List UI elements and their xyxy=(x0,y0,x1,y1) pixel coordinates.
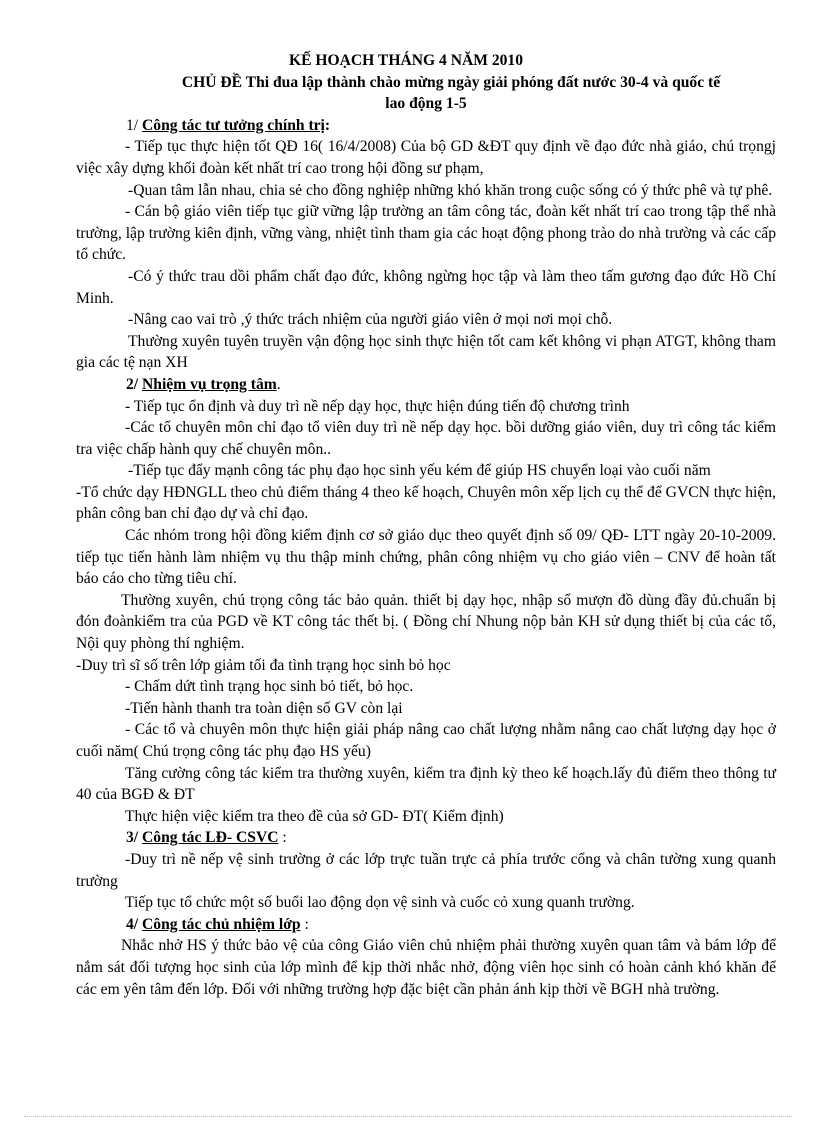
paragraph: Thường xuyên tuyên truyền vận động học sinh thực hiện tốt cam kết không vi phạn ATGT, không tham gia các tệ nạn XH xyxy=(76,332,776,372)
section-number: 2/ xyxy=(126,375,143,393)
paragraph: -Tiếp tục đẩy mạnh công tác phụ đạo học sinh yếu kém để giúp HS chuyển loại vào cuối năm xyxy=(128,462,711,480)
paragraph: -Có ý thức trau dồi phẩm chất đạo đức, không ngừng học tập và làm theo tấm gương đạo đức Hồ Chí Minh. xyxy=(76,267,776,307)
paragraph: Thực hiện việc kiểm tra theo đề của sở GD- ĐT( Kiểm định) xyxy=(125,807,504,825)
paragraph: -Tiến hành thanh tra toàn diện số GV còn lại xyxy=(125,699,403,717)
paragraph: -Các tổ chuyên môn chỉ đạo tổ viên duy trì nề nếp dạy học. bồi dưỡng giáo viên, duy trì công tác kiểm tra việc chấp hành quy chế chuyên môn.. xyxy=(76,419,776,458)
section-4-heading xyxy=(76,914,776,936)
section-title: Nhiệm vụ trọng tâm xyxy=(142,375,277,393)
section-number: 1/ xyxy=(126,116,143,134)
paragraph: Các nhóm trong hội đồng kiểm định cơ sở giáo dục theo quyết định số 09/ QĐ- LTT ngày 20-10-2009. tiếp tục tiến hành làm nhiệm vụ thu thập minh chứng, phân công nhiệm vụ cho giáo viên – CNV để hoàn tất báo cáo cho từng tiêu chí. xyxy=(76,527,776,588)
paragraph: - Cán bộ giáo viên tiếp tục giữ vững lập trường an tâm công tác, đoàn kết nhất trí cao trong tập thể nhà trường, lập trường kiên định, vững vàng, nhiệt tình tham gia các hoạt động phong trào do nhà trường và các cấp tổ chức. xyxy=(76,203,776,264)
paragraph: - Tiếp tục ổn định và duy trì nề nếp dạy học, thực hiện đúng tiến độ chương trình xyxy=(125,397,630,415)
document-title: KẾ HOẠCH THÁNG 4 NĂM 2010 xyxy=(288,52,524,69)
theme-line-1: CHỦ ĐỀ Thi đua lập thành chào mừng ngày giải phóng đất nước 30-4 và quốc tế xyxy=(181,73,721,91)
paragraph: -Tổ chức dạy HĐNGLL theo chủ điểm tháng 4 theo kế hoạch, Chuyên môn xếp lịch cụ thể để GVCN thực hiện, phân công ban chỉ đạo dự và chỉ đạo. xyxy=(76,483,776,523)
paragraph: Thường xuyên, chú trọng công tác bảo quản. thiết bị dạy học, nhập sổ mượn đồ dùng đầy đủ.chuẩn bị đón đoànkiểm tra của PGD về KT công tác thết bị. ( Đồng chí Nhung nộp bản KH sử dụng thiết bị của các tổ, Nội quy phòng thí nghiệm. xyxy=(76,591,776,653)
section-1-heading xyxy=(76,115,776,137)
paragraph: -Nâng cao vai trò ,ý thức trách nhiệm của người giáo viên ở mọi nơi mọi chỗ. xyxy=(128,311,613,329)
section-number: 3/ xyxy=(126,829,143,847)
section-suffix: : xyxy=(324,116,331,134)
section-suffix: : xyxy=(300,915,309,933)
paragraph: Nhắc nhở HS ý thức bảo vệ của công Giáo viên chủ nhiệm phải thường xuyên quan tâm và bám lớp để nắm sát đối tượng học sinh của lớp mình để kịp thời nhắc nhở, động viên học sinh có hoàn cảnh khó khăn để các em yên tâm đến lớp. Đối với những trường hợp đặc biệt cần phản ánh kịp thời về BGH nhà trường. xyxy=(76,937,776,998)
paragraph: -Duy trì nề nếp vệ sinh trường ở các lớp trực tuần trực cả phía trước cổng và chân tường xung quanh trường xyxy=(76,850,776,890)
section-title: Công tác LĐ- CSVC xyxy=(142,829,279,847)
paragraph: Tiếp tục tổ chức một số buổi lao động dọn vệ sinh và cuốc cỏ xung quanh trường. xyxy=(125,894,635,912)
theme-line-2: lao động 1-5 xyxy=(385,95,467,113)
paragraph: -Quan tâm lẫn nhau, chia sẻ cho đồng nghiệp những khó khăn trong cuộc sống có ý thức phê và tự phê. xyxy=(128,181,773,199)
document-page xyxy=(76,50,776,1000)
paragraph: Tăng cường công tác kiểm tra thường xuyên, kiểm tra định kỳ theo kế hoạch.lấy đủ điểm theo thông tư 40 của BGĐ & ĐT xyxy=(76,764,776,804)
section-number: 4/ xyxy=(126,915,143,933)
section-title: Công tác chủ nhiệm lớp xyxy=(142,915,301,933)
paragraph: -Duy trì sĩ số trên lớp giảm tối đa tình trạng học sinh bỏ học xyxy=(76,656,451,674)
paragraph: - Tiếp tục thực hiện tốt QĐ 16( 16/4/2008) Của bộ GD &ĐT quy định về đạo đức nhà giáo, chú trọngj việc xây dựng khối đoàn kết nhất trí cao trong hội đồng sư phạm, xyxy=(76,138,776,177)
page-bottom-divider xyxy=(24,1116,792,1117)
section-title: Công tác tư tưởng chính trị xyxy=(142,116,325,134)
paragraph: - Chấm dứt tình trạng học sinh bỏ tiết, bỏ học. xyxy=(125,678,414,696)
section-2-heading xyxy=(76,374,776,396)
paragraph: - Các tổ và chuyên môn thực hiện giải pháp nâng cao chất lượng nhằm nâng cao chất lượng dạy học ở cuối năm( Chú trọng công tác phụ đạo HS yếu) xyxy=(76,721,776,760)
section-suffix: . xyxy=(276,375,281,393)
section-suffix: : xyxy=(278,829,287,847)
section-3-heading xyxy=(76,827,776,849)
